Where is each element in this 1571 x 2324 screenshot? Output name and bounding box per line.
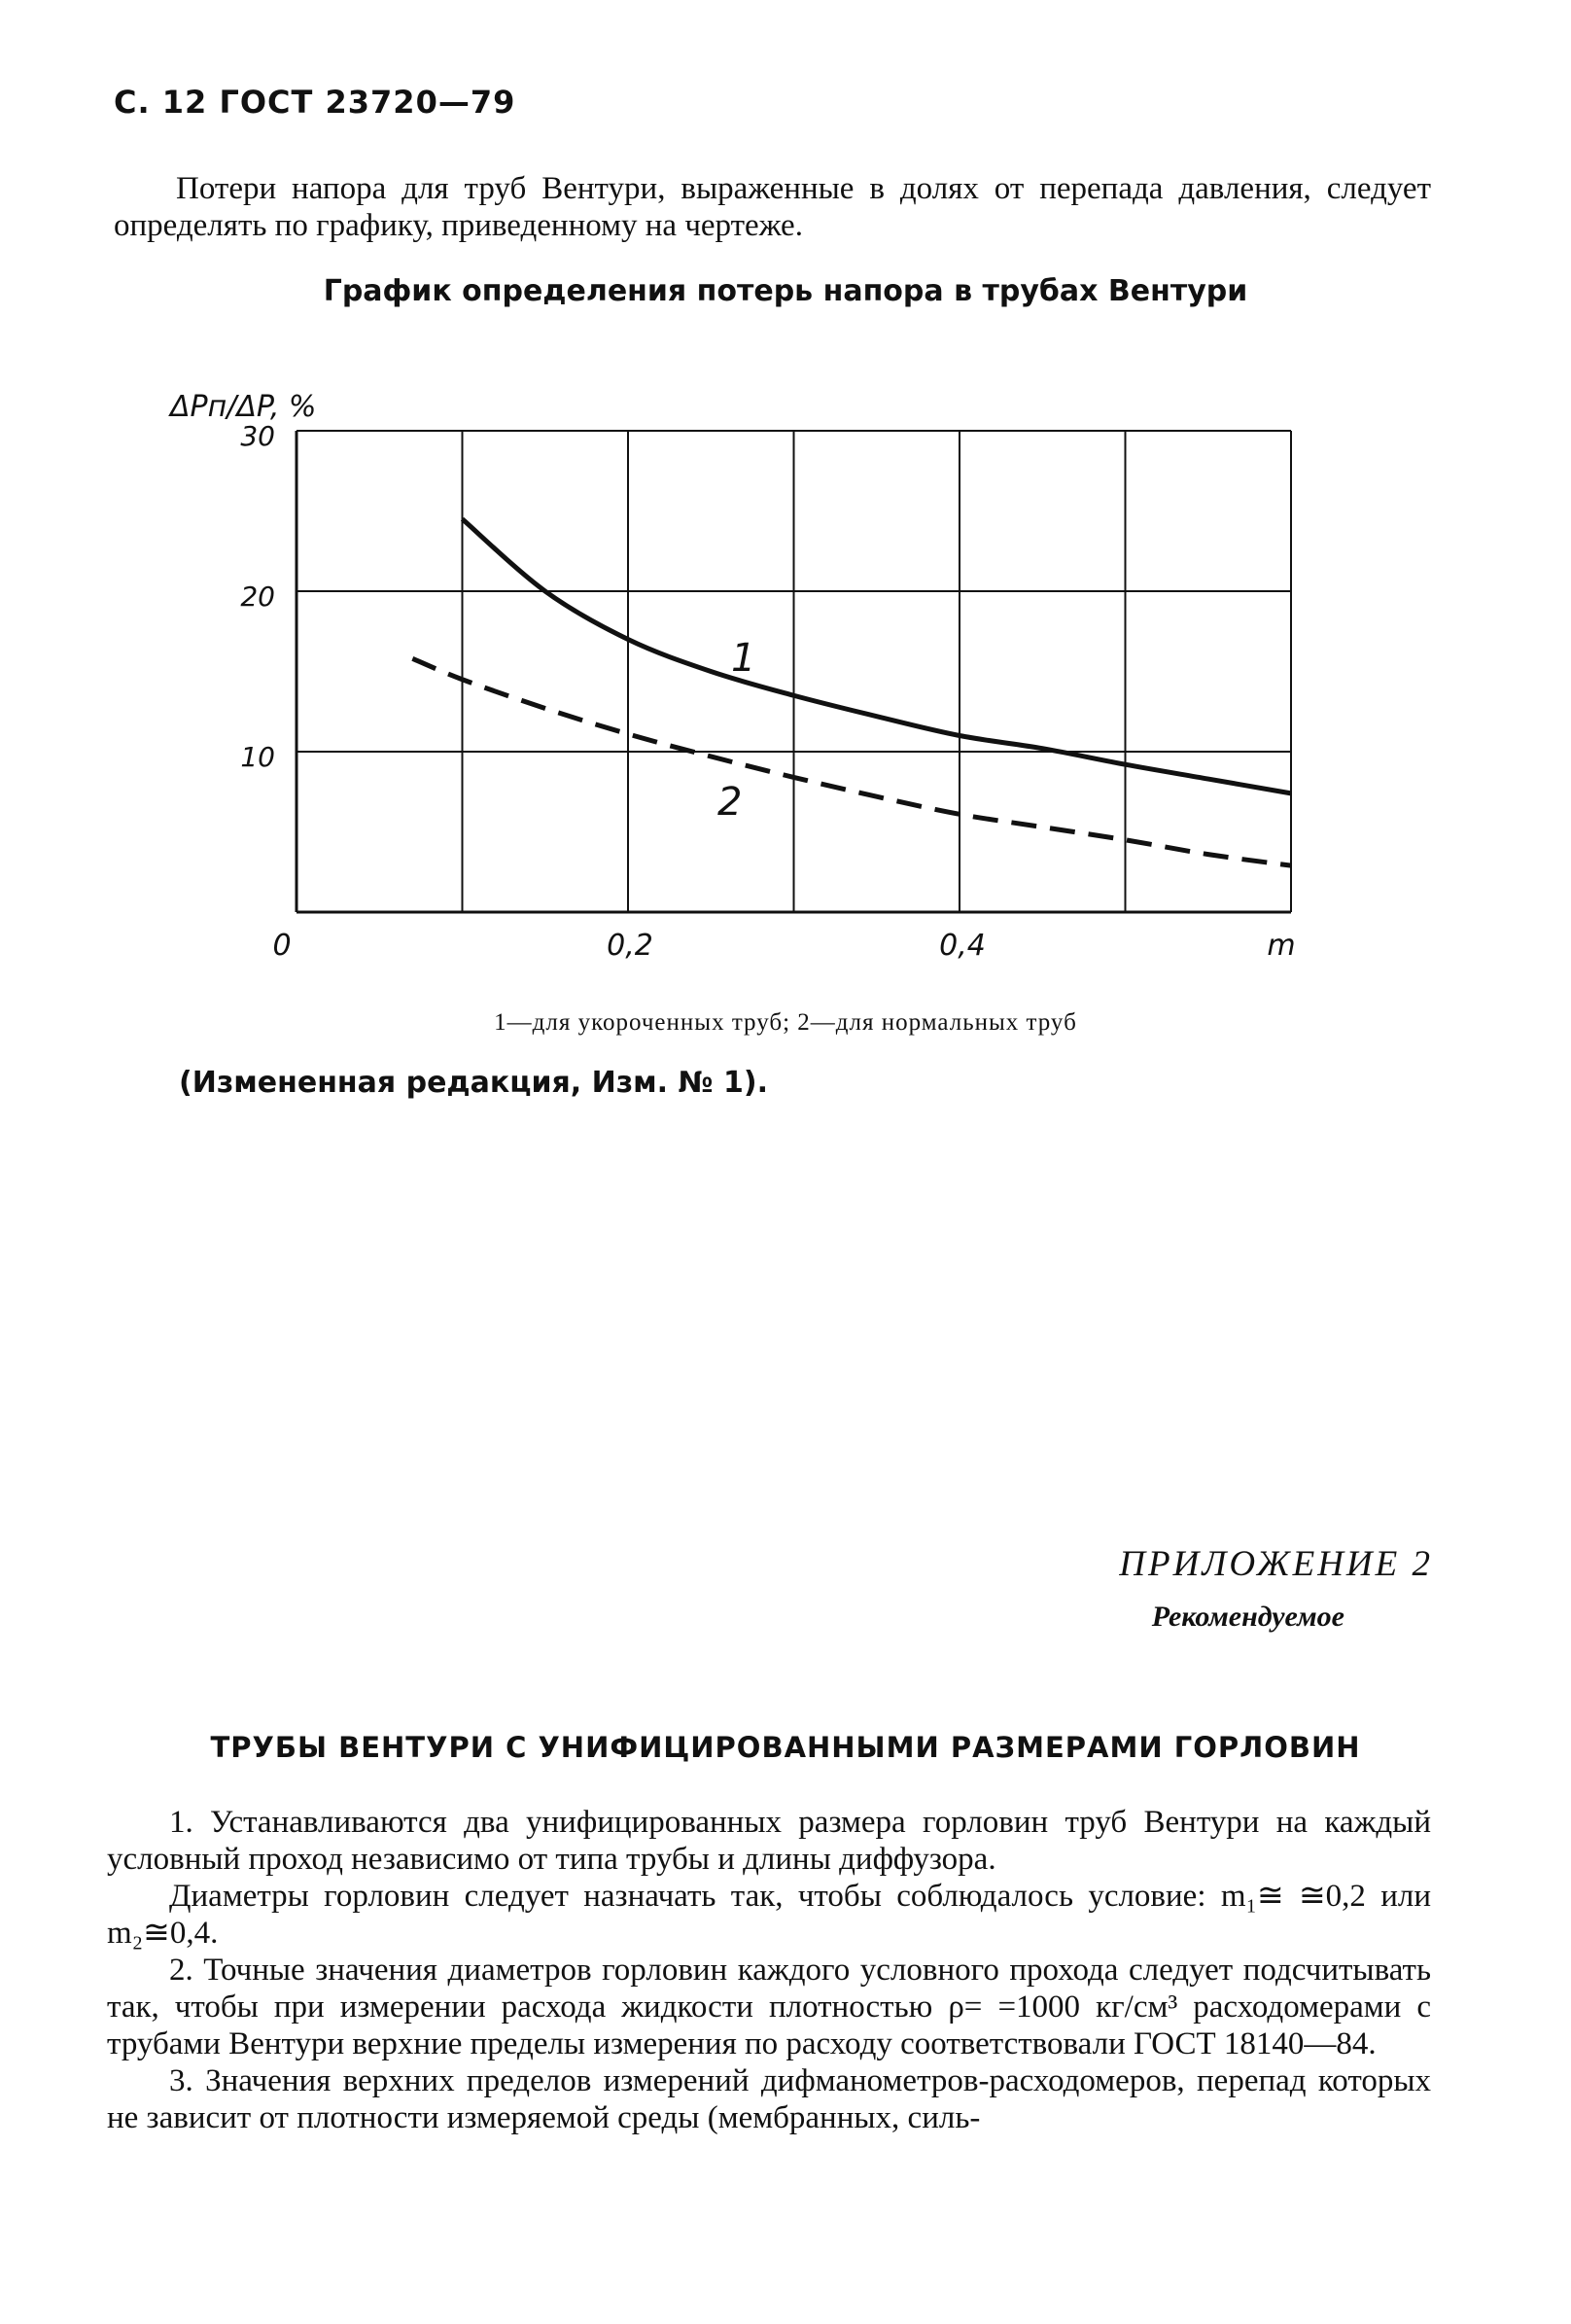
- chart-grid: [297, 431, 1291, 912]
- x-tick-label: m: [1267, 929, 1296, 963]
- appendix-title: ПРИЛОЖЕНИЕ 2: [1119, 1544, 1433, 1584]
- curve-label-1: 1: [731, 636, 756, 681]
- y-tick-label: 30: [240, 420, 275, 452]
- paragraph: 2. Точные значения диаметров горловин каждого условного прохода следует подсчитывать так, чтобы при измерении расхода жидкости плотностью ρ= =1000 кг/см³ расходомерами с трубами Вентури верхние пределы измерения по расходу соответствовали ГОСТ 18140—84.: [107, 1953, 1431, 2061]
- y-tick-label: 10: [240, 741, 275, 773]
- x-tick-label: 0,4: [939, 929, 986, 963]
- section-body: [107, 1804, 1431, 2136]
- y-tick-label: 20: [240, 581, 275, 613]
- head-loss-chart: [0, 0, 1571, 982]
- intro-paragraph: Потери напора для труб Вентури, выраженные в долях от перепада давления, следует определять по графику, приведенному на чертеже.: [114, 171, 1431, 243]
- paragraph: 1. Устанавливаются два унифицированных размера горловин труб Вентури на каждый условный проход независимо от типа трубы и длины диффузора.: [107, 1805, 1431, 1877]
- paragraph: Диаметры горловин следует назначать так, чтобы соблюдалось условие: m₁≅ ≅0,2 или m₂≅0,4.: [107, 1879, 1431, 1951]
- x-tick-label: 0,2: [607, 929, 653, 963]
- curve-label-2: 2: [717, 780, 743, 825]
- chart-caption: 1—для укороченных труб; 2—для нормальных труб: [494, 1009, 1077, 1036]
- amendment-note: (Измененная редакция, Изм. № 1).: [179, 1066, 769, 1100]
- chart-curves: [412, 519, 1291, 865]
- x-tick-label: 0: [272, 929, 292, 963]
- appendix-subtitle: Рекомендуемое: [1151, 1601, 1344, 1633]
- section-title: ТРУБЫ ВЕНТУРИ С УНИФИЦИРОВАННЫМИ РАЗМЕРАМИ ГОРЛОВИН: [210, 1731, 1361, 1764]
- paragraph: 3. Значения верхних пределов измерений дифманометров-расходомеров, перепад которых не зависит от плотности измеряемой среды (мембранных, силь-: [107, 2063, 1431, 2135]
- series-line-2: [412, 658, 1291, 865]
- y-axis-label: ΔPп/ΔP, %: [170, 390, 317, 424]
- page-header: С. 12 ГОСТ 23720—79: [114, 84, 516, 121]
- chart-title: График определения потерь напора в трубах Вентури: [323, 274, 1248, 308]
